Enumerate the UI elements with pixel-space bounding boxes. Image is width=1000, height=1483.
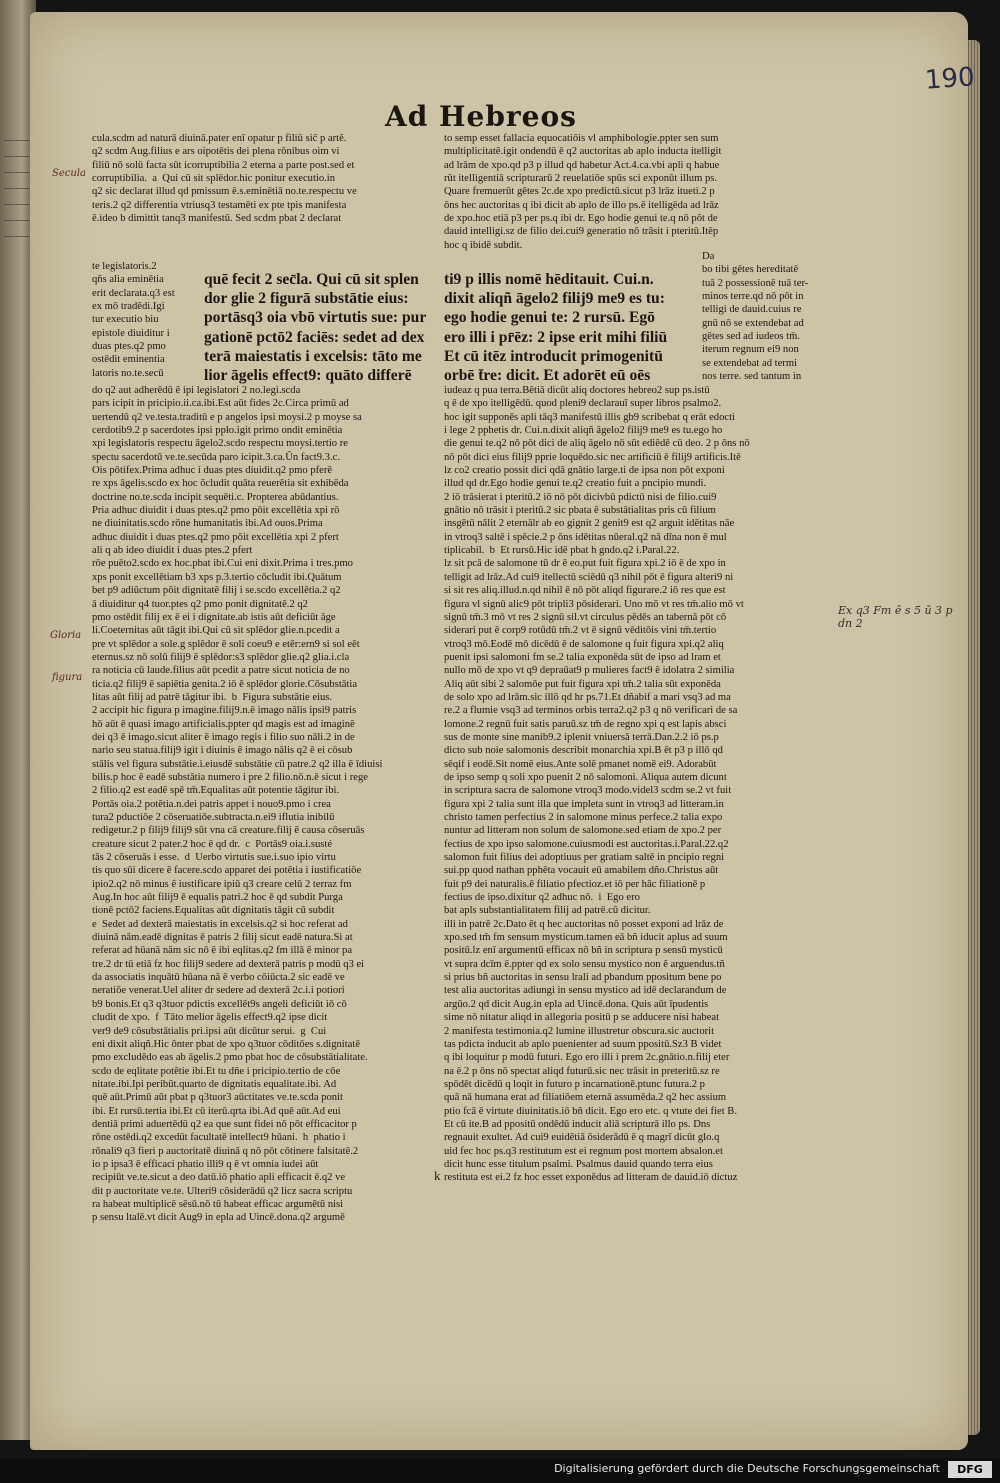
commentary-right-top: to semp esset fallacia equocatiōis vl amphibologie.ppter sen sum multiplicitatē.igit ondendū ē q2 auctoritas ab aplo inducta itelligit ad lrām de xpo.qd p3 p illud qd habetur Act.4.ca.vbi apli q habue rūt itelligentiā scripturarū 2 reuelatiōe spūs sci exponūt illum ps. Quare fremuerūt gētes 2c.de xpo predictū.sicut p3 lrāz itueti.2 p ōns hec auctoritas q ibi dicit ab aplo de illo ps.ē itelligēda ad lrāz de xpo.hoc etiā p3 per ps.q ibi dr. Ego hodie genui te.q nō pōt de dauid intelligi.sz de filio dei.cui9 generatio nō trāsit i pteritū.Itēp hoc q ibidē subdit. xyxy=(444,133,722,251)
running-head: Ad Hebreos xyxy=(385,100,577,133)
facing-page-line xyxy=(4,172,32,173)
facing-page-line xyxy=(4,204,32,205)
commentary-left-narrow: te legislatoris.2 qñs alia eminētia erit declarata.q3 est ex mō tradēdi.Igi tur executio biu epistole diuiditur i duas ptes.q2 pmo ostēdit eminentia latoris no.te.secū xyxy=(92,261,175,379)
dfg-logo: DFG xyxy=(948,1461,992,1478)
facing-page-line xyxy=(4,188,32,189)
commentary-right-bottom: iudeaz q pua terra.Bētiā dicūt aliq doctores hebreo2 sup ps.istū q ē de xpo itelligēdū. quod pleni9 declarauī super libros psalmo2. hoc igit supponēs apli tāq3 manifestū illis gb9 scribebat q erāt edocti i lege 2 pphetis dr. Cui.n.dixit aliqñ āgelo2 filij9 me9 es tu.ego ho die genui te.q2 nō pōt dici de aliq āgelo nō sūt ediēdē cū deo. 2 p ōns nō nō pōt dici eius filij9 pprie loquēdo.sic nec artificiū ē filij9 artificis.Itē lz co2 creatio possit dici qdā gnātio large.ti de ipsa non pōt exponi illud qd dr.Ego hodie genui te.q2 creatio fuit a pncipio mundi. 2 iō trāsierat i pteritū.2 iō nō pōt dicivbū pdictū nisi de filio.cui9 gnātio nō trāsit i pteritū.2 sic pbata ē substātialitas pris cū filium insgētū nālit 2 eternālr ab eo gignit 2 genit9 est q2 arguit idētitas nāe in vtroq3 saltē i spēcie.2 p ōns idētitas nūeral.q2 nā dīna non ē mul tiplicabil. b Et rursū.Hic idē pbat h gndo.q2 i.Paral.22. lz sit pcā de salomone tū dr ē eo.put fuit figura xpi.2 iō ē de xpo in telligit ad lrāz.Ad cui9 itellectū sciēdū q3 nihil pōt ē figura alteri9 ni si sit res aliq.illud.n.qd nihil ē nō pōt aliqd figurare.2 iō res que est figura vl signū alic9 pōt tripli3 pōsiderari. Uno mō vt res tm̄.alio mō vt signū tm̄.3 mō vt res 2 signū sil.vt circulus pēdēs an tabernā pōt cō siderari put ē corp9 rotūdū tm̄.2 vt ē signū vēditōis vini tm̄.tertio vtroq3 mō.Eodē mō dicēdū ē de salomone q fuit figura xpi.q2 aliq puenit ipsi salomoni fm se.2 talia exponēda sūt de ipso ad lram et nullo mō de xpo vt q9 depraūat9 p mulieres fact9 ē idolatra 2 similia Aliq aūt sibi 2 salomōe put fuit figura xpi tm̄.2 talia sūt exponēda de solo xpo ad lrām.sic illō qd hr ps.71.Et dñabif a mari vsq3 ad ma re.2 a flumie vsq3 ad terminos orbis terra2.q2 p3 q nō verificari de sa lomone.2 regnū fuit satis paruū.sz tm̄ de regno xpi q est lapis absci sus de monte sine manib9.2 iplenit vniuersā terrā.Dan.2.2 iō ps.p dicto sub noie salomonis describit monarchia xpi.B ēt p3 p illō qd sēqif i eodē.Sit nomē eius.Ante solē pmanet nomē ei9. Adorabūt de ipso semp q soli xpo puenit 2 nō salomoni. Aliqua autem dicunt in scriptura sacra de salomone vtroq3 modo.videl3 scdm se.2 vt fuit figura xpi 2 talia sunt illa que impleta sunt in vtroq3 ad litteram.in christo tamen perfectius 2 in salomone minus perfece.2 talia expo nuntur ad litteram non solum de salomone.sed etiam de xpo.2 per fectius de xpo ipso salomone.cuiusmodi est auctoritas.i.Paral.22.q2 salomon fuit filius dei adoptiuus per gratiam saltē in pncipio regni sui.pp quod nathan pphēta vocauit eū amabilem dño.Christus aūt fuit p9 dei naturalis.ē filiatio pfectioz.et iō per hāc filiationē p fectius de ipso.dixitur q2 adhuc nō. i Ego ero bat apls substantialitatem filij ad patrē.cū dicitur. illi in patrē 2c.Dato ēt q hec auctoritas nō posset exponi ad lrāz de xpo.sed tm̄ fm sensum mysticum.tamen eā bñ iducit aplus ad suum positū.lz enī argumentū efficax nō bñ in scriptura p sensū mysticū vt supra dcīm ē.ppter qd ex solo sensu mystico non ē arguendus.tñ si prius bñ auctoritas in sensu lrali ad pbandum ppositum bene po test alia auctoritas adiungi in sensu mystico ad idē declarandum de argūo.2 qd dicit Aug.in epla ad Uincē.dona. Quis aūt īpudentis sime nō nitatur aliqd in allegoria positū p se adducere nisi habeat 2 manifesta testimonia.q2 lumine illustretur obscura.sic auctorit tas pdicta inducit ab aplo puenienter ad suum ppositū.Sz3 B videt q ibi loquitur p modū futuri. Ego ero illi i prem 2c.gnātio.n.filij eter na ē.2 p ōns nō spectat aliqd futurū.sic nec trāsit in preteritū.sz re spōdēt dicēdū q loqit in futuro p incarnationē.ptunc futura.2 p quā nā humana erat ad filiatiōem eternā assumēda.2 q2 hec assium ptio fcā ē virtute diuinitatis.iō bñ dicit. Ego ero etc. q vtute dei fiet B. Et cū ite.B ad ppositū ondēdū inducit aliā scripturā illo ps. Dns regnauit exultet. Ad cui9 euidētiā ōsiderādū ē q magrī dicūt glo.q uid fec hoc ps.q3 restitutum est ei regnum post mortem absalon.et dicit hunc esse titulum psalmi. Psalmus dauid quando terra eius restituta est ei.2 fz hoc esset exponēdus ad litteram de dauid.iō dictuz xyxy=(444,385,750,1184)
sigla-letter: k xyxy=(434,1168,441,1183)
bible-text-right: ti9 p illis nomē hēditauit. Cui.n. dixit aliqñ āgelo2 filij9 me9 es tu: ego hodie genui te: 2 rursū. Egō ero illi i pr̄ēz: 2 ipse erit mihi filiū Et cū itēz introducit primogenitū orbē t̄re: dicit. Et adorēt eū oēs xyxy=(444,271,668,385)
commentary-left-top: cula.scdm ad naturā diuinā.pater enī opatur p filiū sic̄ p artē. q2 scdm Aug.filius e ars oipotētis dei plena rōnibus oim vi filiū nō solū facta sūt icorruptibilia 2 eterna a parte post.sed et corruptibilia. a Qui cū sit splēdor.hic ponitur executio.in q2 sic declarat illud qd pmissum ē.s.eminētiā no.te.respectu ve teris.2 q2 differentia vtriusq3 testamēti ex pte tpis manifesta ē.ideo b dimittit tanq3 manifestū. Sed scdm pbat 2 declarat xyxy=(92,133,357,225)
marginal-note-figura: figura xyxy=(52,672,83,683)
facing-page-line xyxy=(4,156,32,157)
commentary-right-narrow: Da bo tibi gētes hereditatē tuā 2 possessionē tuā ter- minos terre.qd nō pōt in telligi de dauid.cuius re gnū nō se extendebat ad gētes sed ad iudeos tm̄. iterum regnum ei9 non se extendebat ad termi nos terre. sed tantum in xyxy=(702,251,809,383)
marginal-note-secula: Secula xyxy=(52,168,86,179)
facing-page-line xyxy=(4,140,32,141)
facing-page-line xyxy=(4,236,32,237)
marginal-note-right: Ex q3 Fm ē s 5 ū 3 p dn 2 xyxy=(838,604,953,630)
marginal-note-gloria: Gloria xyxy=(50,630,82,641)
page-stack-edge xyxy=(966,40,980,1435)
facing-page-line xyxy=(4,220,32,221)
book-page xyxy=(30,12,976,1450)
footer-bar xyxy=(0,1458,1000,1483)
folio-number: 190 xyxy=(924,62,976,96)
bible-text-left: quē fecit 2 sec̄la. Qui cū sit splen dor glie 2 figurā substātie eius: portāsq3 oia vbō virtutis sue: pur gationē pctō2 faciēs: sedet ad dex terā maiestatis i excelsis: tāto me lior āgelis effect9: quāto differē xyxy=(204,271,427,385)
commentary-left-bottom: do q2 aut adherēdū ē ipi legislatori 2 no.legi.scda pars icipit in pricipio.ii.ca.ibi.Est aūt fides 2c.Circa primū ad uertendū q2 ve.testa.traditū e p angelos ipsi moysi.2 p moyse sa cerdotib9.2 p sacerdotes ipsi ppło.igit primo ondit eminētia xpi legislatoris respectu āgelo2.scdo respectu moysi.tertio re spectu sacerdotū ve.te.secūda paro icipit.3.ca.Ūn fact9.3.c. Ois pōtifex.Prima adhuc i duas ptes diuidit.q2 pmo pferē re xps āgelis.scdo ex hoc ōcludit quāta reuerētia sit exhibēda doctrine no.te.scda incipit sequēti.c. Propterea abūdantius. Pria adhuc diuidit i duas ptes.q2 pmo pōit excellētia xpi rō ne diuinitatis.scdo rōne humanitatis ibi.Ad ouos.Prima adhuc diuidit i duas ptes.q2 pmo pōit excellētia xpi 2 pfert ali q ab ideo diuidit i duas ptes.2 pfert rōe puēto2.scdo ex hoc.pbat ibi.Cui eni dixit.Prima i tres.pmo xps ponit excellētiam b3 xps p.3.tertio cōcludit ibi.Quātum bet p9 adiūctum pōit dignitatē filij i se.scdo excellētia.2 q2 ā diuiditur q4 tuor.ptes q2 pmo ponit dignitatē.2 q2 pmo ostēdit filij ex ē ei i dignitate.ab istis aūt deficiūt āge li.Coeternitas aūt tāgit ibi.Qui cū sit splēdor glie.n.pcedit a pre vt splēdor a sole.g splēdor ē soli coeu9 e etēr:ern9 si sol eēt eternus.sz nō solū filij9 ē splēdor:s3 splēdor glie.q2 glia.i.cla ra noticia cū laude.filius aūt pcedit a patre sicut noticia de no ticia.q2 filij9 ē sapiētia genita.2 iō ē splēdor glorie.Cōsubstātia litas aūt filij ad patrē tāgitur ibi. b Figura substātie eius. 2 accipit hic figura p imagine.filij9.n.ē imago nālis ipsi9 patris hō aūt ē quasi imago artificialis.ppter qd magis est ad imaginē dei q3 ē imago.sicut aliter ē imago regis i filio suo nāli.2 in de nario seu statua.filij9 igit i diuinis ē imago nālis q2 ē ei cōsub stālis vel figura substātie.i.eiusdē substātie cū patre.2 q2 illa ē īdiuisi bilis.p hoc ē eadē substātia numero i pre 2 filio.nō.n.ē sicut i rege 2 filio.q2 est eadē spē tm̄.Equalitas aūt potentie tāgitur ibi. Portās oia.2 potētia.n.dei patris appet i nouo9.pmo i crea tura2 pductiōe 2 cōseruatiōe.subtracta.n.ei9 iflutia inibilū redigetur.2 p filij9 filij9 sūt vna cā creature.filij ē causa cōseruās creature sicut 2 pater.2 hoc ē qd dr. c Portās9 oia.i.susté tās 2 cōseruās i esse. d Uerbo virtutis sue.i.suo ipio virtu tis quo sūi dicere ē facere.scdo apparet dei potētia i iustificatiōe ipio2.q2 nō minus ē iustificare ipiū q3 creare celū 2 terraz fm Aug.In hoc aūt filij9 ē equalis patri.2 hoc ē qd subdit Purga tionē pctō2 faciens.Equalitas aūt dignitatis tāgit cū subdit e Sedet ad dexterā maiestatis in excelsis.q2 si hoc referat ad diuinā nām.eadē dignitas ē patris 2 filij sicut eadē natura.Si at referat ad hūanā nām sic nō ē ibi eqlitas.q2 fm illā ē minor pa tre.2 dr tū etiā fz hoc filij9 sedere ad dexterā patris p modū q3 ei da associatis inquātū hūana nā ē verbo cōiūcta.2 sic eadē ve neratiōe venerat.Uel aliter dr sedere ad dexterā 2c.i.i potiori b9 bonis.Et q3 q3tuor pdictis excellēt9s angeli deficiūt iō cō cludit de xpo. f Tāto melior āgelis effect9.q2 ipse dicit ver9 de9 cōsubstātialis pri.ipsi aūt dicūtur serui. g Cui eni dixit aliqñ.Hic ōnter pbat de xpo q3tuor cōditōes s.dignitatē pmo excludēdo eas ab āgelis.2 pmo pbat hoc de cōsubstātialitate. scdo de eqlitate potētie ibi.Et tu dñe i pricipio.tertio de cōe nitate.ibi.Ipi peribūt.quarto de dignitatis equalitate.ibi. Ad quē aūt.Primū aūt pbat p q3tuor3 aūctitates ve.te.scda ponit ibi. Et rursū.tertia ibi.Et cū iterū.qrta ibi.Ad quē aūt.Ad eui dentiā primi aduertēdū q2 ea que sunt fidei nō pōt efficacitor p rōne ostēdi.q2 excedūt facultatē intellect9 hūani. h phatio i rōnali9 q3 fieri p auctoritatē diuinā q nō pōt cōtinere falsitatē.2 io p ipsa3 ē efficaci phatio illi9 q ē vt omnia iudei aūt recipiūt ve.te.sicut a deo datū.iō phatio apli efficacit ē.q2 ve dit p auctoritate ve.te. Ulteri9 cōsiderādū q2 licz sacra scriptu ra habeat multiplicē sēsū.nō tū habeat efficac argumētū nisi p sensu ltalē.vt dicit Aug9 in epla ad Uincē.dona.q2 argumē xyxy=(92,385,383,1224)
footer-credit: Digitalisierung gefördert durch die Deutsche Forschungsgemeinschaft xyxy=(554,1462,940,1475)
